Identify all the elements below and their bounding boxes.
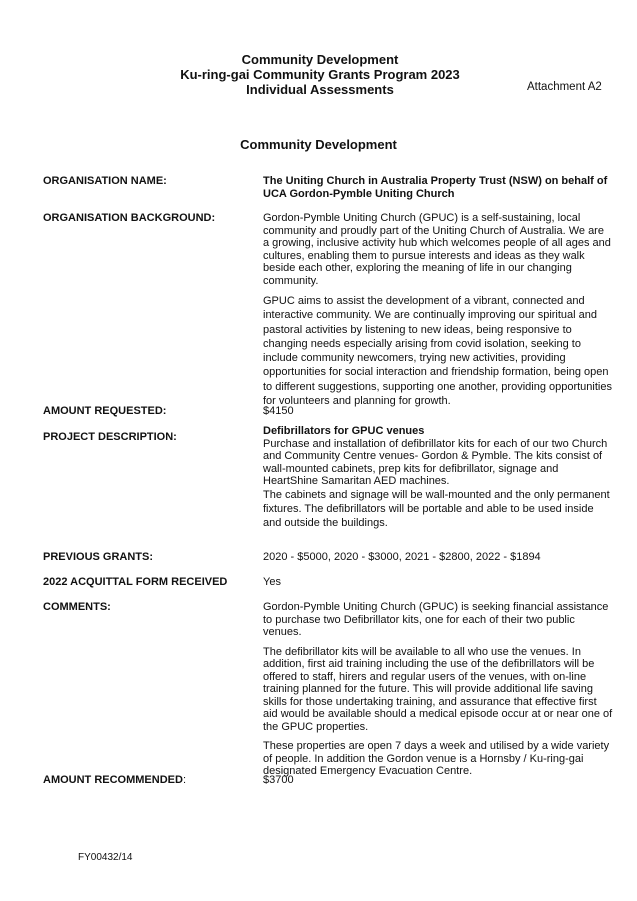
document-reference-footer: FY00432/14 <box>78 852 133 863</box>
project-paragraph-1: Purchase and installation of defibrillator kits for each of our two Church and Community Centre venues- Gordon & Pymble. The kits consist of wall-mounted cabinets, prep kits for defibrillator, signage and HeartShine Samaritan AED machines. <box>263 437 608 487</box>
previous-grants-label: PREVIOUS GRANTS: <box>43 551 154 563</box>
project-title: Defibrillators for GPUC venues <box>263 425 425 437</box>
org-background-label: ORGANISATION BACKGROUND: <box>43 212 216 224</box>
previous-grants-value: 2020 - $5000, 2020 - $3000, 2021 - $2800, 2022 - $1894 <box>263 551 541 563</box>
amount-requested-value: $4150 <box>263 405 294 417</box>
comments-paragraph-3: These properties are open 7 days a week and utilised by a wide variety of people. In addition the Gordon venue is a Hornsby / Ku-ring-gai designated Emergency Evacuation Centre. <box>263 740 610 777</box>
section-title: Community Development <box>240 137 397 152</box>
amount-recommended-label <box>43 774 253 787</box>
amount-recommended-label-colon: : <box>182 774 187 786</box>
acquittal-label: 2022 ACQUITTAL FORM RECEIVED <box>43 576 228 588</box>
amount-recommended-label-text: AMOUNT RECOMMENDED <box>43 774 183 786</box>
comments-paragraph-1: Gordon-Pymble Uniting Church (GPUC) is seeking financial assistance to purchase two Defibrillator kits, one for each of their two public venues. <box>263 601 609 638</box>
header-line-2: Ku-ring-gai Community Grants Program 2023 <box>180 67 460 82</box>
background-paragraph-2: GPUC aims to assist the development of a vibrant, connected and interactive community. We are continually improving our spiritual and pastoral activities by listening to new ideas, being responsive to changing needs especially arising from covid isolation, seeking to include community newcomers, trying new activities, providing opportunities for social interaction and friendship formation, being open to different suggestions, supporting one another, providing opportunities for volunteers and planning for growth. <box>263 295 612 408</box>
org-background-value <box>263 212 613 415</box>
comments-paragraph-2: The defibrillator kits will be available to all who use the venues. In addition, first aid training including the use of the defibrillators will be offered to staff, hirers and regular users of the venues, with on-line training planned for the future. This will provide additional life saving skills for those undertaking training, and assurance that effective first aid would be available should a medical episode occur at or near one of the GPUC properties. <box>263 645 613 733</box>
project-description-value <box>263 425 613 530</box>
header-line-3: Individual Assessments <box>246 82 394 97</box>
attachment-label: Attachment A2 <box>527 81 602 93</box>
header-line-1: Community Development <box>241 52 399 67</box>
acquittal-value: Yes <box>263 576 281 588</box>
comments-value <box>263 601 613 785</box>
org-name-value: The Uniting Church in Australia Property Trust (NSW) on behalf of UCA Gordon-Pymble Uniting Church <box>263 175 608 200</box>
amount-requested-label: AMOUNT REQUESTED: <box>43 405 167 417</box>
document-header <box>100 52 540 97</box>
org-name-label: ORGANISATION NAME: <box>43 175 167 187</box>
amount-recommended-value: $3700 <box>263 774 294 786</box>
comments-label: COMMENTS: <box>43 601 111 613</box>
background-paragraph-1: Gordon-Pymble Uniting Church (GPUC) is a self-sustaining, local community and proudly part of the Uniting Church of Australia. We are a growing, inclusive activity hub which welcomes people of all ages and cultures, enabling them to pursue interests and ideas as they walk beside each other, exploring the meaning of life in our changing community. <box>263 212 611 287</box>
project-description-label: PROJECT DESCRIPTION: <box>43 431 177 443</box>
project-paragraph-2: The cabinets and signage will be wall-mounted and the only permanent fixtures. The defibrillators will be portable and able to be used inside and outside the buildings. <box>263 488 610 530</box>
